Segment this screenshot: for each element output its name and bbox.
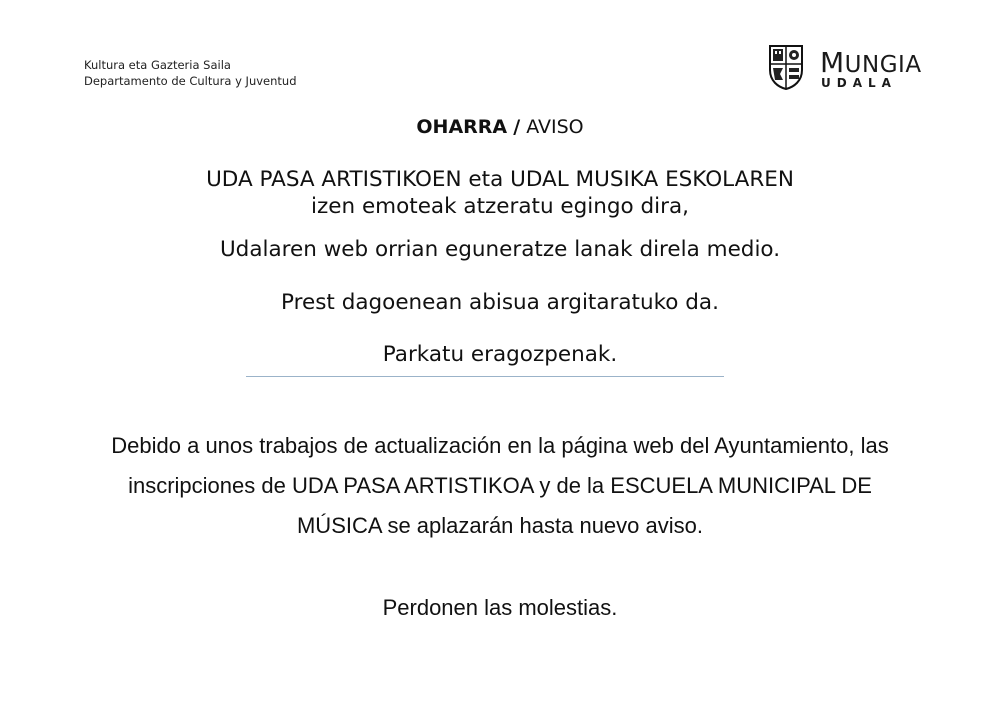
basque-line-3: Udalaren web orrian eguneratze lanak direla medio. — [219, 237, 781, 262]
logo-name-rest: UNGIA — [844, 52, 922, 78]
department-name-spanish: Departamento de Cultura y Juventud — [84, 74, 297, 88]
section-divider — [246, 376, 724, 377]
basque-line-2: izen emoteak atzeratu egingo dira, — [311, 194, 689, 219]
notice-label-basque: OHARRA — [416, 116, 508, 138]
basque-line-4: Prest dagoenean abisua argitaratuko da. — [281, 290, 719, 315]
mungia-coat-of-arms-icon — [768, 44, 804, 90]
department-heading — [84, 57, 297, 89]
spanish-apology: Perdonen las molestias. — [382, 595, 618, 620]
mungia-logo — [768, 44, 938, 92]
basque-line-5: Parkatu eragozpenak. — [382, 342, 618, 367]
notice-separator: / — [513, 116, 521, 138]
notice-label-spanish: AVISO — [526, 116, 584, 138]
notice-title — [0, 116, 1000, 138]
logo-name-initial: M — [820, 46, 845, 79]
logo-subtitle: UDALA — [821, 76, 897, 90]
logo-name — [820, 46, 922, 79]
basque-line-1: UDA PASA ARTISTIKOEN eta UDAL MUSIKA ESKOLAREN — [206, 167, 794, 192]
department-name-basque: Kultura eta Gazteria Saila — [84, 58, 231, 72]
spanish-paragraph: Debido a unos trabajos de actualización en la página web del Ayuntamiento, las inscripciones de UDA PASA ARTISTIKOA y de la ESCUELA MUNICIPAL DE MÚSICA se aplazarán hasta nuevo aviso. — [111, 433, 889, 538]
